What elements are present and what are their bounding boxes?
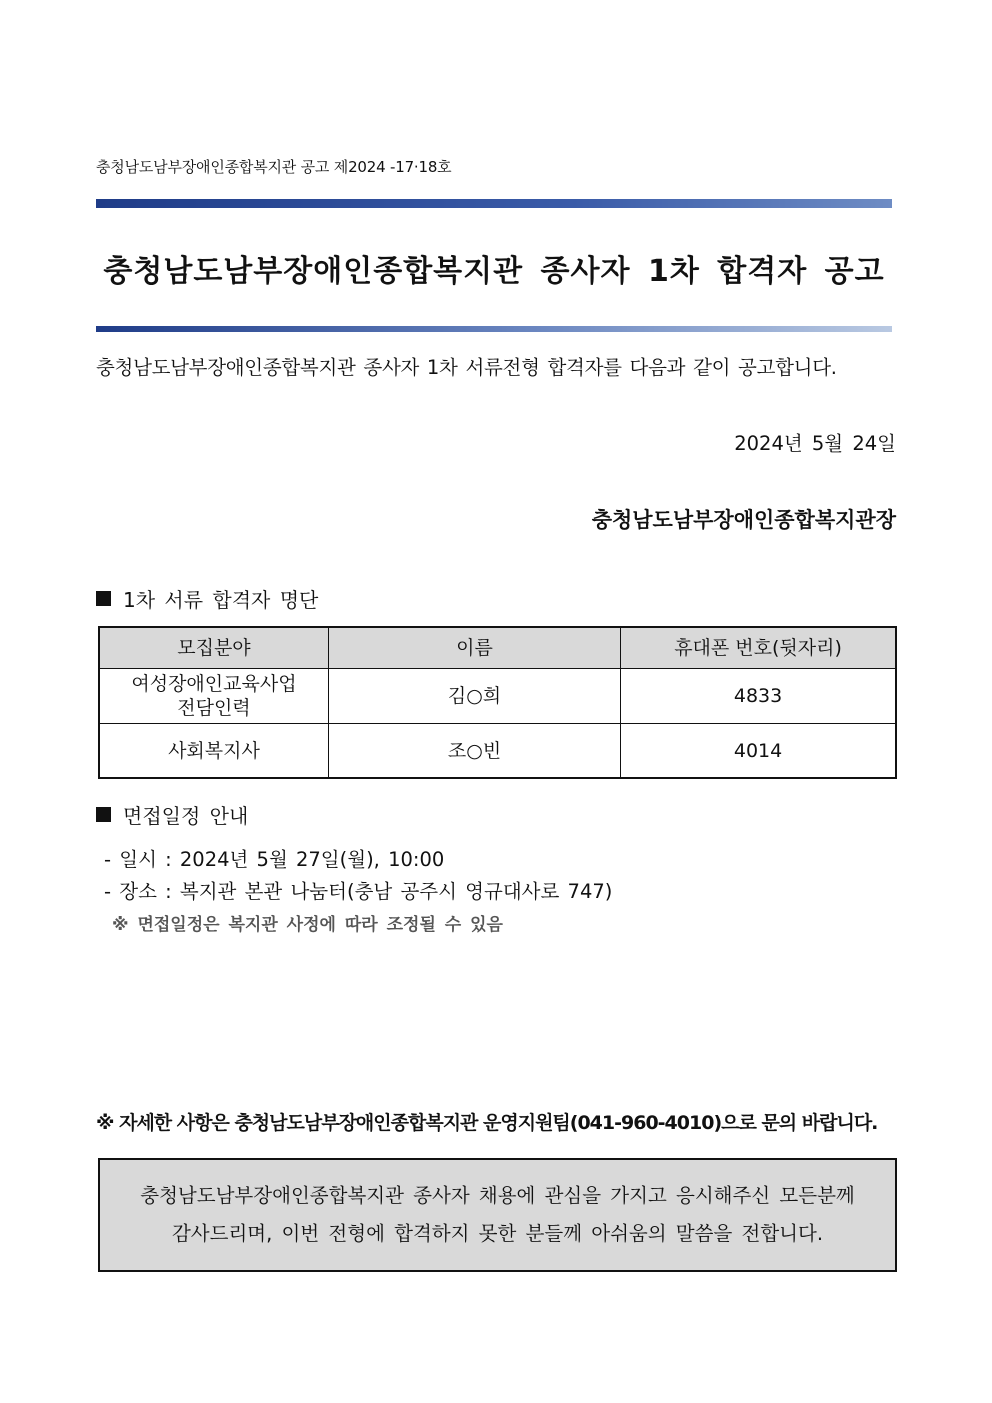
field-line: 전담인력 [177, 697, 251, 719]
column-header: 이름 [328, 627, 620, 669]
square-bullet-icon [96, 591, 111, 606]
phone-cell: 4833 [621, 669, 896, 724]
closing-line: 충청남도남부장애인종합복지관 종사자 채용에 관심을 가지고 응시해주신 모든분께 [140, 1184, 855, 1207]
page-title: 충청남도남부장애인종합복지관 종사자 1차 합격자 공고 [103, 254, 885, 289]
square-bullet-icon [96, 807, 111, 822]
field-line: 여성장애인교육사업 [131, 673, 297, 695]
column-header: 모집분야 [99, 627, 328, 669]
section-heading-list [96, 584, 318, 613]
section-heading-text: 면접일정 안내 [123, 804, 249, 828]
intro-text: 충청남도남부장애인종합복지관 종사자 1차 서류전형 합격자를 다음과 같이 공고합니다. [96, 356, 837, 379]
closing-message-box [98, 1158, 897, 1272]
title-top-bar [96, 199, 892, 208]
field-cell: 사회복지사 [99, 724, 328, 779]
table-row [99, 669, 896, 724]
table-header-row [99, 627, 896, 669]
section-heading-text: 1차 서류 합격자 명단 [123, 588, 319, 612]
name-cell: 김○희 [328, 669, 620, 724]
passer-table [98, 626, 897, 779]
field-cell [99, 669, 328, 724]
closing-line: 감사드리며, 이번 전형에 합격하지 못한 분들께 아쉬움의 말씀을 전합니다. [171, 1222, 824, 1245]
column-header: 휴대폰 번호(뒷자리) [621, 627, 896, 669]
signer: 충청남도남부장애인종합복지관장 [591, 508, 896, 532]
contact-info: ※ 자세한 사항은 충청남도남부장애인종합복지관 운영지원팀(041-960-4010)으로 문의 바랍니다. [96, 1112, 878, 1134]
interview-datetime: - 일시 : 2024년 5월 27일(월), 10:00 [104, 848, 445, 871]
interview-place: - 장소 : 복지관 본관 나눔터(충남 공주시 영규대사로 747) [104, 880, 613, 903]
interview-remark: ※ 면접일정은 복지관 사정에 따라 조정될 수 있음 [112, 915, 503, 935]
phone-cell: 4014 [621, 724, 896, 779]
table-row [99, 724, 896, 779]
section-heading-interview [96, 800, 248, 829]
name-cell: 조○빈 [328, 724, 620, 779]
title-bottom-bar [96, 326, 892, 332]
notice-number: 충청남도남부장애인종합복지관 공고 제2024 -17·18호 [96, 158, 452, 176]
notice-date: 2024년 5월 24일 [734, 432, 896, 455]
